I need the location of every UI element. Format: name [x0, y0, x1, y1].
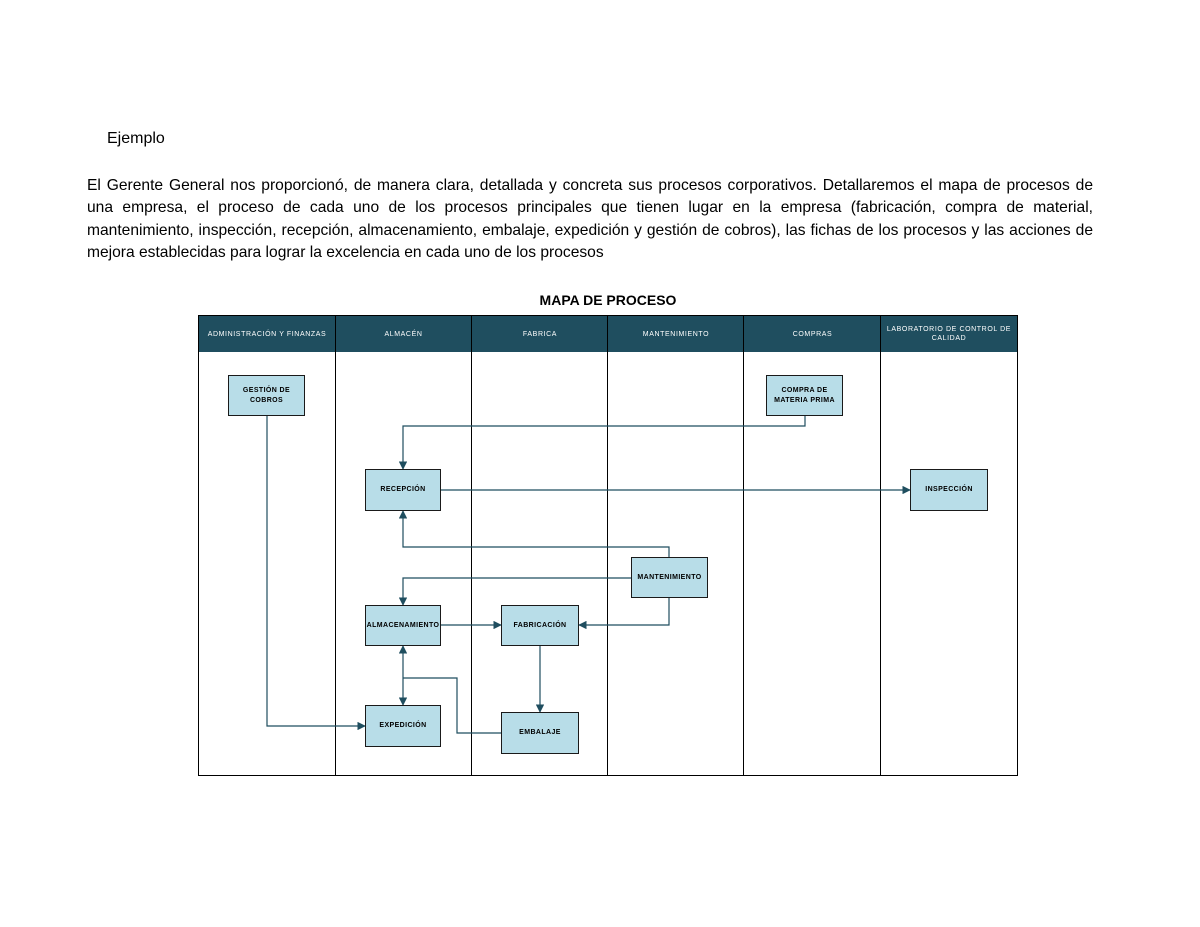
node-expedicion: EXPEDICIÓN: [365, 705, 441, 747]
lane-header-almacen: ALMACÉN: [335, 316, 472, 352]
lane-header-administracion: ADMINISTRACIÓN Y FINANZAS: [199, 316, 335, 352]
arrow-compra-to-recepcion: [403, 416, 805, 469]
node-gestion-de-cobros: GESTIÓN DE COBROS: [228, 375, 305, 416]
node-inspeccion: INSPECCIÓN: [910, 469, 988, 511]
lane-header-mantenimiento: MANTENIMIENTO: [608, 316, 744, 352]
node-compra-materia-prima: COMPRA DE MATERIA PRIMA: [766, 375, 843, 416]
lane-header-compras: COMPRAS: [744, 316, 881, 352]
section-heading: Ejemplo: [107, 130, 165, 147]
node-fabricacion: FABRICACIÓN: [501, 605, 579, 646]
node-recepcion: RECEPCIÓN: [365, 469, 441, 511]
arrow-mantenimiento-to-fabricacion: [579, 598, 669, 625]
intro-paragraph: El Gerente General nos proporcionó, de manera clara, detallada y concreta sus procesos corporativos. Detallaremos el mapa de procesos de una empresa, el proceso de cada uno de los procesos principales que tienen lugar en la empresa (fabricación, compra de material, mantenimiento, inspección, recepción, almacenamiento, embalaje, expedición y gestión de cobros), las fichas de los procesos y las acciones de mejora establecidas para lograr la excelencia en cada uno de los procesos: [87, 177, 1093, 261]
diagram-title: MAPA DE PROCESO: [539, 292, 677, 308]
arrow-mantenimiento-to-recepcion: [403, 511, 669, 557]
arrow-mantenimiento-to-almacenamiento: [403, 578, 631, 605]
node-mantenimiento: MANTENIMIENTO: [631, 557, 708, 598]
process-map: [198, 315, 1018, 776]
node-almacenamiento: ALMACENAMIENTO: [365, 605, 441, 646]
arrow-cobros-to-expedicion: [267, 416, 365, 726]
node-embalaje: EMBALAJE: [501, 712, 579, 754]
connector-lines: [199, 316, 1017, 775]
lane-header-fabrica: FABRICA: [472, 316, 608, 352]
lane-header-laboratorio: LABORATORIO DE CONTROL DE CALIDAD: [881, 316, 1017, 352]
